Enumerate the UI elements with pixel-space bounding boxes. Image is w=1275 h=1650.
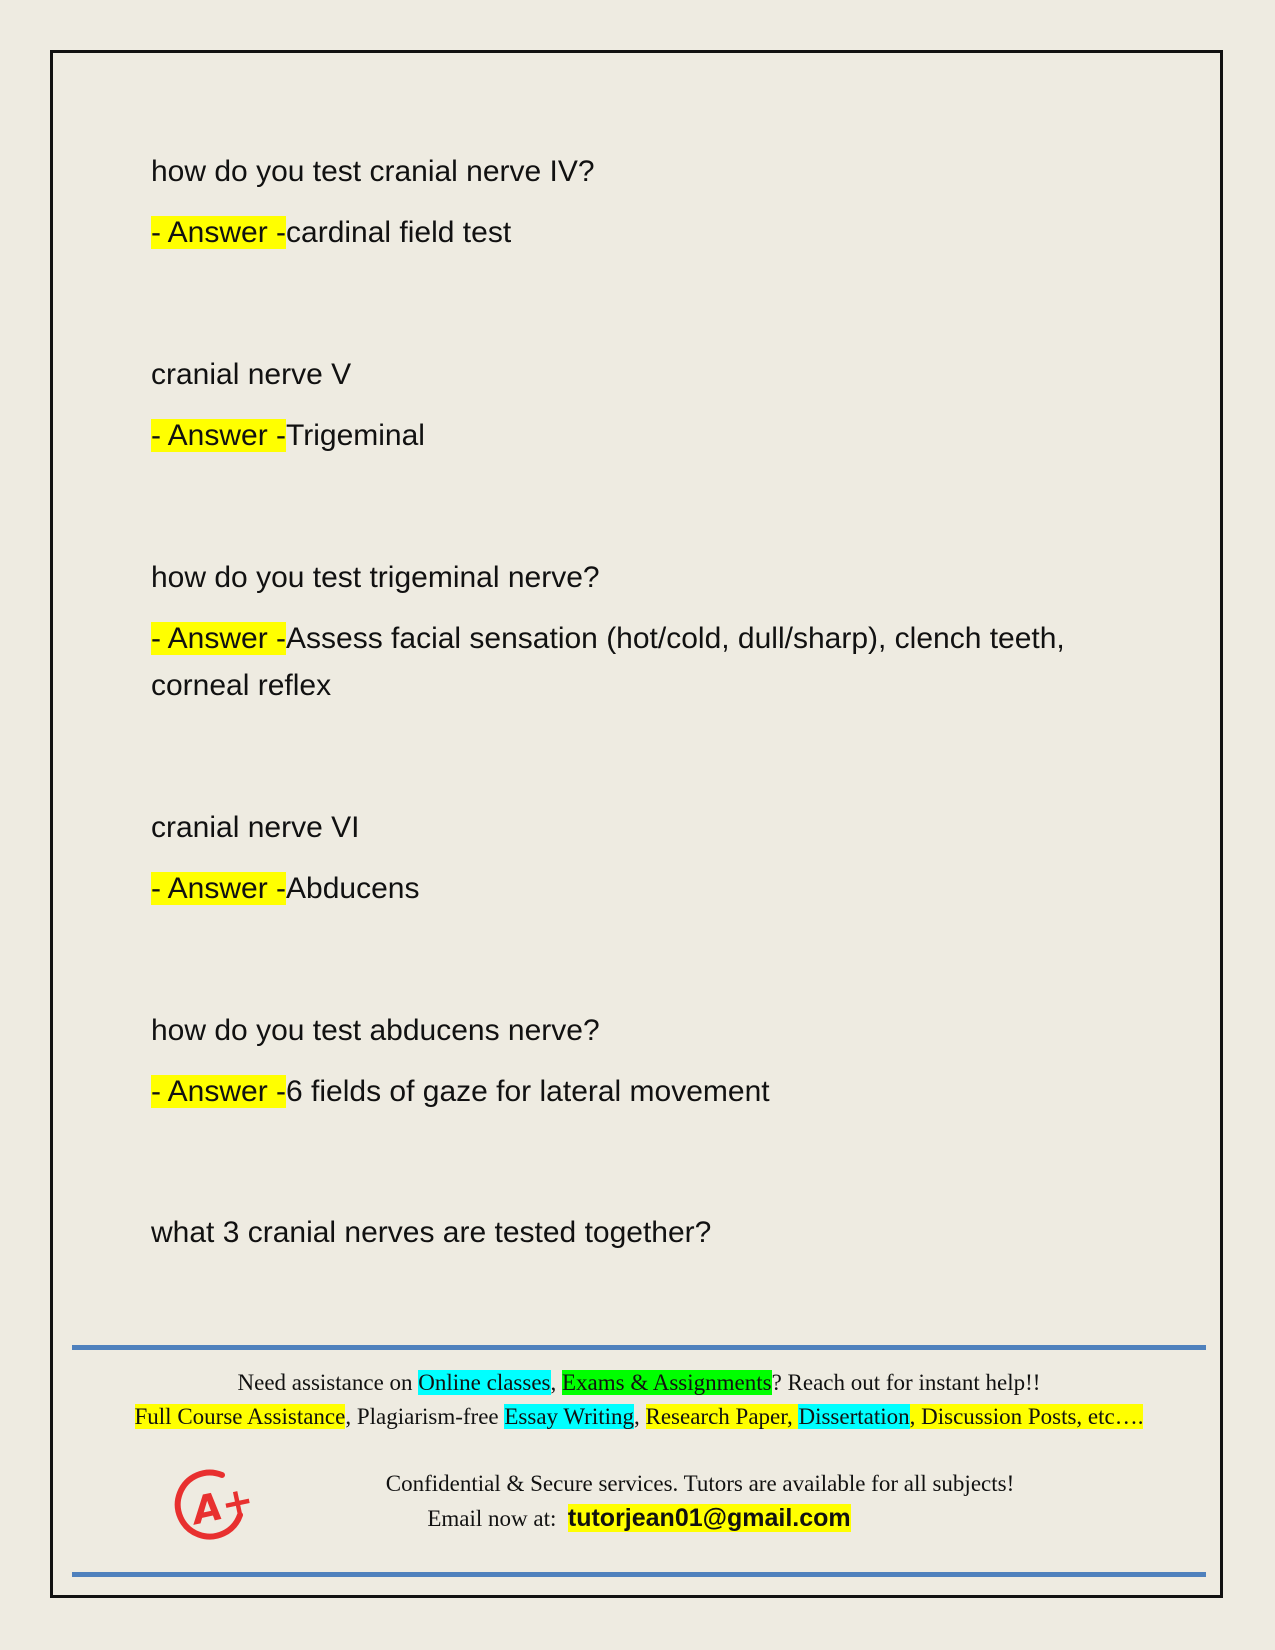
qa-item [151, 155, 1151, 256]
qa-item [151, 1216, 1151, 1250]
question: cranial nerve VI [151, 811, 360, 844]
qa-item [151, 1014, 1151, 1115]
question: how do you test abducens nerve? [151, 1014, 600, 1047]
answer-text: Assess facial sensation (hot/cold, dull/sharp), clench teeth, corneal reflex [151, 622, 1065, 702]
exams-highlight: Exams & Assignments [562, 1370, 772, 1395]
answer-label: - Answer - [151, 872, 287, 905]
answer-label: - Answer - [151, 419, 287, 452]
answer [151, 1068, 1151, 1115]
answer-text: Abducens [286, 872, 420, 905]
answer-label: - Answer - [151, 216, 287, 249]
answer [151, 615, 1151, 709]
answer-label: - Answer - [151, 1075, 287, 1108]
qa-item [151, 358, 1151, 459]
qa-item [151, 811, 1151, 912]
qa-item [151, 561, 1151, 709]
footer-rule-bottom [72, 1572, 1206, 1577]
answer-text: cardinal field test [286, 216, 512, 249]
footer-email-line [72, 1503, 1206, 1534]
answer [151, 865, 1151, 912]
question: cranial nerve V [151, 358, 352, 391]
footer-line-3: Confidential & Secure services. Tutors are available for all subjects! [385, 1471, 1015, 1496]
question: how do you test cranial nerve IV? [151, 155, 595, 188]
answer [151, 209, 1151, 256]
footer-line-2: Full Course Assistance, Plagiarism-free Essay Writing, Research Paper, Dissertation, Discussion Posts, etc…. [134, 1404, 1144, 1429]
footer-line-1: Need assistance on Online classes, Exams & Assignments? Reach out for instant help!! [237, 1370, 1041, 1395]
essay-highlight: Essay Writing [504, 1404, 634, 1429]
full-course-highlight: Full Course Assistance [134, 1404, 346, 1429]
question: what 3 cranial nerves are tested together? [151, 1216, 712, 1249]
email-link[interactable]: tutorjean01@gmail.com [567, 1504, 851, 1532]
answer-text: Trigeminal [286, 419, 425, 452]
answer-label: - Answer - [151, 622, 287, 655]
dissertation-highlight: Dissertation [798, 1404, 910, 1429]
question: how do you test trigeminal nerve? [151, 561, 600, 594]
footer-rule-top [72, 1345, 1206, 1350]
answer [151, 412, 1151, 459]
discussion-highlight: , Discussion Posts, etc…. [909, 1404, 1144, 1429]
svg-text:A+: A+ [188, 1477, 258, 1534]
research-highlight: Research Paper, [645, 1404, 799, 1429]
email-label: Email now at: [427, 1506, 557, 1531]
answer-text: 6 fields of gaze for lateral movement [286, 1075, 770, 1108]
online-classes-highlight: Online classes [418, 1370, 551, 1395]
